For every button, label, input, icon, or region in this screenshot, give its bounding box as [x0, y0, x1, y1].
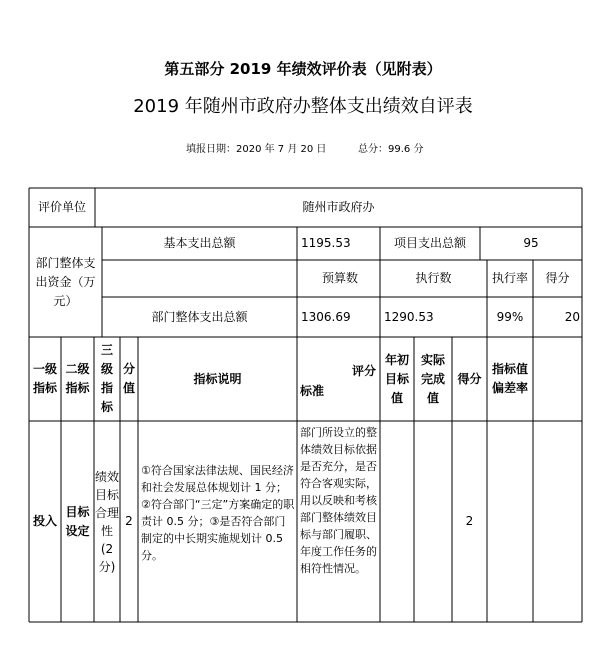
row-level2: 目标设定 [65, 504, 90, 538]
header-score: 得分 [457, 371, 482, 386]
basic-total-value: 1195.53 [301, 236, 351, 250]
eval-unit-label: 评价单位 [37, 200, 86, 214]
row-score: 2 [465, 514, 474, 528]
dept-total-label: 部门整体支出总额 [151, 309, 248, 324]
header-deviation: 指标值偏差率 [491, 362, 528, 395]
dept-exec-value: 1290.53 [384, 310, 434, 324]
eval-unit-value: 随州市政府办 [302, 200, 375, 214]
header-weight: 分值 [122, 362, 135, 395]
budget-label: 预算数 [322, 271, 359, 285]
exec-rate-label: 执行率 [491, 271, 528, 285]
basic-total-label: 基本支出总额 [163, 236, 236, 250]
header-level1: 一级指标 [32, 362, 57, 395]
table-title: 2019 年随州市政府办整体支出绩效自评表 [133, 96, 473, 117]
header-criteria-bottom: 标准 [300, 384, 325, 398]
fund-label: 部门整体支出资金（万元） [35, 255, 96, 308]
fill-date: 填报日期：2020 年 7 月 20 日 [186, 144, 327, 155]
total-score: 总分：99.6 分 [358, 144, 424, 155]
row-criteria: 部门所设立的整体绩效目标依据是否充分，是否符合客观实际，用以反映和考核部门整体绩效目标与部门履职、年度工作任务的相符性情况。 [300, 426, 377, 575]
score-label: 得分 [545, 271, 570, 285]
section-title: 第五部分 2019 年绩效评价表（见附表） [164, 60, 442, 78]
header-level2: 二级指标 [65, 362, 90, 395]
row-actual [414, 421, 452, 622]
row-desc: ①符合国家法律法规、国民经济和社会发展总体规划计 1 分；②符合部门“三定”方案确定的职责计 0.5 分；③是否符合部门制定的中长期实施规划计 0.5 分。 [141, 464, 295, 562]
row-deviation [487, 421, 533, 622]
header-level3: 三级指标 [100, 343, 113, 414]
row-level1: 投入 [32, 514, 57, 528]
header-criteria-top: 评分 [351, 364, 376, 378]
header-actual: 实际完成值 [420, 352, 445, 405]
header-target: 年初目标值 [384, 352, 409, 405]
dept-rate-value: 99% [496, 309, 524, 324]
dept-score-value: 20 [564, 310, 580, 324]
row-weight: 2 [125, 514, 133, 528]
exec-label: 执行数 [415, 271, 452, 285]
row-level3: 绩效目标合理性(2分) [95, 469, 120, 574]
project-total-label: 项目支出总额 [393, 236, 466, 250]
row-target [380, 421, 414, 622]
dept-budget-value: 1306.69 [301, 310, 351, 324]
header-desc: 指标说明 [193, 371, 242, 386]
project-total-value: 95 [523, 236, 539, 250]
